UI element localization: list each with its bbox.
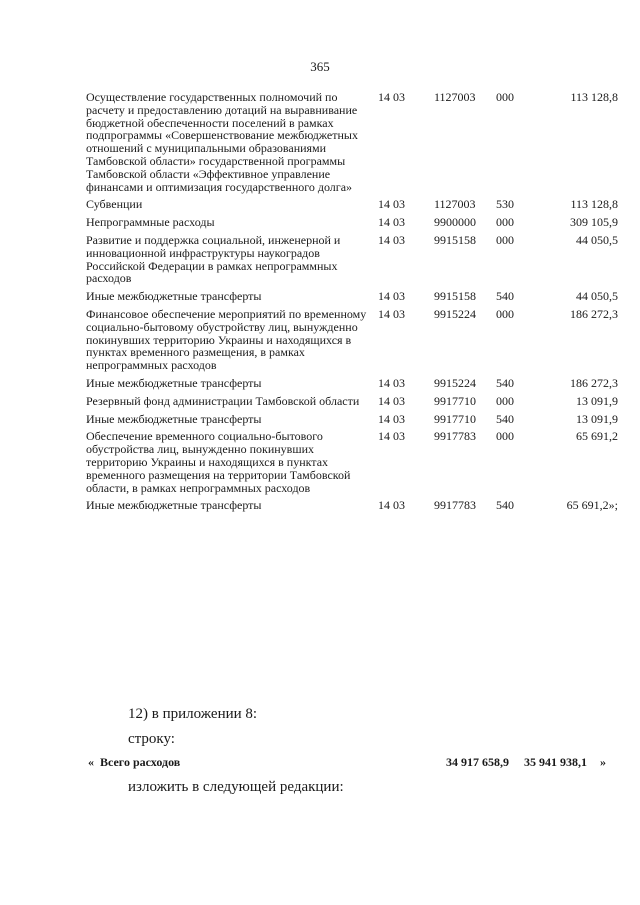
row-name: Иные межбюджетные трансферты <box>86 411 262 426</box>
line-string-label: строку: <box>128 731 175 747</box>
row-name: Финансовое обеспечение мероприятий по временному социально-бытовому обустройству лиц, вынужденно покинувших территорию Украины и находящихся в пунктах временного размещения, в рамках непрограммных расходов <box>86 306 367 373</box>
row-name: Иные межбюджетные трансферты <box>86 375 262 390</box>
row-csr: 9917710 <box>434 393 476 408</box>
row-name: Резервный фонд администрации Тамбовской области <box>86 393 360 408</box>
row-amount: 13 091,9 <box>576 411 618 426</box>
table-row <box>86 413 618 431</box>
total-value-2: 35 941 938,1 <box>524 755 587 769</box>
table-row <box>86 234 618 290</box>
total-label: Всего расходов <box>100 755 181 769</box>
budget-table <box>86 91 618 517</box>
table-row <box>86 198 618 216</box>
row-amount: 13 091,9 <box>576 393 618 408</box>
row-csr: 9915224 <box>434 306 476 321</box>
row-amount: 65 691,2»; <box>566 498 618 513</box>
item-12-heading: 12) в приложении 8: <box>128 706 258 722</box>
row-section: 14 03 <box>378 197 405 212</box>
row-name: Субвенции <box>86 197 143 212</box>
row-csr: 9917710 <box>434 411 476 426</box>
table-row <box>86 290 618 308</box>
row-name: Развитие и поддержка социальной, инженерной и инновационной инфраструктуры наукоградов Российской Федерации в рамках непрограммных расходов <box>86 232 341 286</box>
table-row <box>86 308 618 377</box>
row-csr: 1127003 <box>434 90 476 104</box>
row-name: Иные межбюджетные трансферты <box>86 498 262 513</box>
row-vr: 000 <box>496 306 514 321</box>
row-section: 14 03 <box>378 393 405 408</box>
row-name: Непрограммные расходы <box>86 215 215 230</box>
row-amount: 44 050,5 <box>576 289 618 304</box>
row-amount: 65 691,2 <box>576 429 618 444</box>
row-section: 14 03 <box>378 232 405 247</box>
table-row <box>86 91 618 198</box>
row-vr: 540 <box>496 411 514 426</box>
row-section: 14 03 <box>378 498 405 513</box>
table-row <box>86 430 618 499</box>
row-section: 14 03 <box>378 375 405 390</box>
row-csr: 9915224 <box>434 375 476 390</box>
total-open-quote: « <box>88 755 94 769</box>
row-vr: 000 <box>496 429 514 444</box>
row-csr: 9900000 <box>434 215 476 230</box>
row-section: 14 03 <box>378 306 405 321</box>
row-vr: 000 <box>496 215 514 230</box>
row-name: Обеспечение временного социально-бытового обустройства лиц, вынужденно покинувших территорию Украины и находящихся в пунктах временного размещения на территории Тамбовской области, в рамках непрограммных расходов <box>86 429 351 495</box>
table-row <box>86 395 618 413</box>
row-amount: 113 128,8 <box>570 197 618 212</box>
row-name: Осуществление государственных полномочий по расчету и предоставлению дотаций на выравнивание бюджетной обеспеченности поселений в рамках подпрограммы «Совершенствование межбюджетных отношений с муниципальными образованиями Тамбовской области» государственной программы Тамбовской области «Эффективное управление финансами и оптимизация государственного долга» <box>86 90 358 194</box>
row-csr: 1127003 <box>434 197 476 212</box>
total-close-quote: » <box>600 755 606 769</box>
row-name: Иные межбюджетные трансферты <box>86 289 262 304</box>
row-vr: 000 <box>496 90 514 104</box>
table-row <box>86 216 618 234</box>
row-csr: 9917783 <box>434 498 476 513</box>
row-section: 14 03 <box>378 429 405 444</box>
row-csr: 9917783 <box>434 429 476 444</box>
table-row <box>86 499 618 517</box>
table-row <box>86 377 618 395</box>
row-csr: 9915158 <box>434 232 476 247</box>
budget-table-body <box>86 91 618 517</box>
row-section: 14 03 <box>378 289 405 304</box>
row-amount: 44 050,5 <box>576 232 618 247</box>
row-vr: 000 <box>496 393 514 408</box>
total-value-1: 34 917 658,9 <box>446 755 509 769</box>
row-amount: 186 272,3 <box>570 375 618 390</box>
row-section: 14 03 <box>378 215 405 230</box>
row-vr: 540 <box>496 498 514 513</box>
row-vr: 530 <box>496 197 514 212</box>
row-section: 14 03 <box>378 90 405 104</box>
row-vr: 000 <box>496 232 514 247</box>
final-paragraph: изложить в следующей редакции: <box>128 779 344 795</box>
row-amount: 309 105,9 <box>570 215 618 230</box>
row-amount: 186 272,3 <box>570 306 618 321</box>
row-vr: 540 <box>496 289 514 304</box>
page-number: 365 <box>310 59 330 74</box>
row-section: 14 03 <box>378 411 405 426</box>
row-csr: 9915158 <box>434 289 476 304</box>
row-amount: 113 128,8 <box>570 90 618 104</box>
row-vr: 540 <box>496 375 514 390</box>
